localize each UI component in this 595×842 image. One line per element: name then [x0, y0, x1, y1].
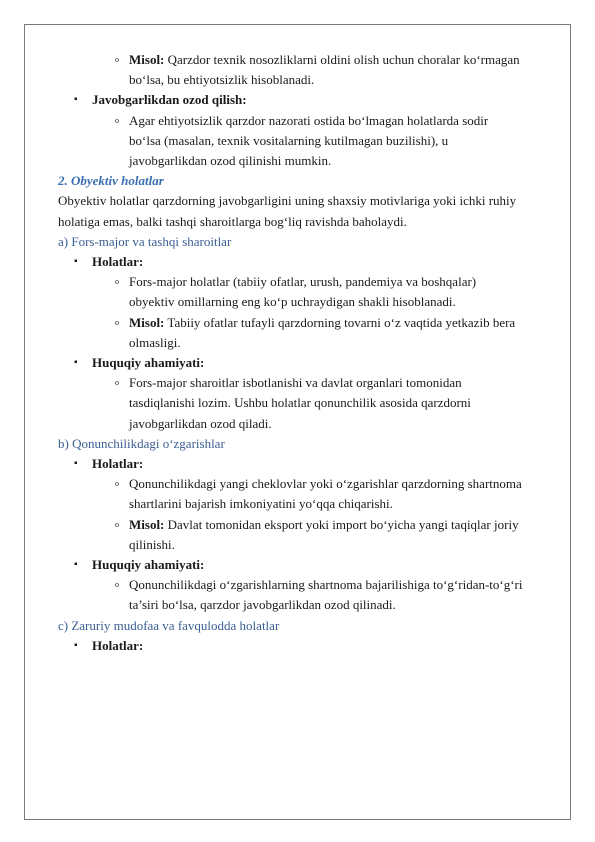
- bullet-heading: Holatlar:: [92, 637, 144, 653]
- paragraph-line: Obyektiv holatlar qarzdorning javobgarligini uning shaxsiy motivlariga yoki ichki ruhiy: [58, 193, 517, 209]
- sub-item-line: [129, 272, 476, 292]
- sub-bullet-icon: o: [115, 519, 119, 529]
- sub-item-text: Tabiiy ofatlar tufayli qarzdorning tovarni o‘z vaqtida yetkazib bera: [167, 314, 516, 330]
- sub-item-label: Misol:: [129, 52, 165, 67]
- sub-bullet-icon: o: [115, 115, 119, 125]
- sub-item-line: [129, 494, 393, 514]
- sub-item-line: [129, 111, 488, 131]
- bullet-heading: Javobgarlikdan ozod qilish:: [92, 92, 247, 108]
- sub-item-line: [129, 373, 462, 393]
- bullet-icon: ▪: [74, 94, 78, 106]
- sub-item-text: Fors-major holatlar (tabiiy ofatlar, urush, pandemiya va boshqalar): [129, 274, 477, 290]
- sub-item-line: [129, 292, 456, 312]
- bullet-heading: Huquqiy ahamiyati:: [92, 355, 205, 370]
- sub-bullet-icon: o: [115, 317, 119, 327]
- section-heading: 2. Obyektiv holatlar: [58, 173, 164, 189]
- sub-item-line: [129, 333, 181, 353]
- sub-item-line: [129, 70, 314, 90]
- sub-item-text: qilinishi.: [129, 536, 175, 552]
- sub-item-text: obyektiv omillarning eng ko‘p uchraydigan shakli hisoblanadi.: [129, 294, 456, 310]
- sub-item-text: olmasligi.: [129, 334, 181, 350]
- sub-item-text: Qonunchilikdagi o‘zgarishlarning shartnoma bajarilishiga to‘g‘ridan-to‘g‘ri: [129, 577, 523, 593]
- sub-item-line: [129, 131, 448, 151]
- sub-bullet-icon: o: [115, 580, 119, 590]
- sub-item-text: javobgarlikdan ozod qiladi.: [129, 415, 272, 431]
- sub-item-text: bo‘lsa (masalan, texnik vositalarning kutilmagan buzilishi), u: [129, 132, 449, 148]
- sub-bullet-icon: o: [115, 378, 119, 388]
- sub-item-text: Agar ehtiyotsizlik qarzdor nazorati ostida bo‘lmagan holatlarda sodir: [129, 112, 489, 128]
- sub-item-text: shartlarini bajarish imkoniyatini yo‘qqa chiqarishi.: [129, 496, 393, 512]
- bullet-icon: ▪: [74, 256, 78, 267]
- bullet-icon: ▪: [74, 458, 78, 469]
- paragraph-line: holatiga emas, balki tashqi sharoitlarga bog‘liq ravishda baholaydi.: [58, 213, 407, 229]
- sub-bullet-icon: o: [115, 55, 119, 64]
- sub-item-line: [129, 151, 331, 171]
- sub-item-line: [129, 575, 523, 595]
- bullet-heading: Holatlar:: [92, 254, 144, 269]
- sub-item-text: Fors-major sharoitlar isbotlanishi va davlat organlari tomonidan: [129, 375, 462, 391]
- bullet-heading: Huquqiy ahamiyati:: [92, 557, 205, 572]
- sub-item-line: [129, 515, 519, 535]
- sub-item-line: [129, 414, 272, 434]
- sub-item-line: [129, 393, 471, 413]
- sub-item-text: ta’siri bo‘lsa, qarzdor javobgarlikdan ozod qilinadi.: [129, 597, 396, 613]
- sub-item-line: [129, 595, 396, 615]
- sub-item-line: [129, 50, 520, 70]
- sub-item-text: tasdiqlanishi lozim. Ushbu holatlar qonunchilik asosida qarzdorni: [129, 395, 471, 411]
- bullet-heading: Holatlar:: [92, 456, 144, 471]
- sub-item-text: Davlat tomonidan eksport yoki import bo‘yicha yangi taqiqlar joriy: [167, 516, 519, 532]
- subsection-heading: a) Fors-major va tashqi sharoitlar: [58, 233, 232, 249]
- subsection-heading: b) Qonunchilikdagi o‘zgarishlar: [58, 435, 225, 451]
- sub-bullet-icon: o: [115, 277, 119, 287]
- sub-bullet-icon: o: [115, 479, 119, 489]
- sub-item-text: bo‘lsa, bu ehtiyotsizlik hisoblanadi.: [129, 72, 315, 88]
- sub-item-text: Qarzdor texnik nosozliklarni oldini olish uchun choralar ko‘rmagan: [167, 52, 520, 67]
- bullet-icon: ▪: [74, 559, 78, 570]
- sub-item-label: Misol:: [129, 516, 165, 532]
- bullet-icon: ▪: [74, 357, 78, 368]
- sub-item-text: Qonunchilikdagi yangi cheklovlar yoki o‘zgarishlar qarzdorning shartnoma: [129, 476, 522, 492]
- sub-item-text: javobgarlikdan ozod qilinishi mumkin.: [129, 153, 332, 168]
- sub-item-label: Misol:: [129, 314, 165, 330]
- bullet-icon: ▪: [74, 639, 78, 651]
- subsection-heading: c) Zaruriy mudofaa va favqulodda holatlar: [58, 617, 280, 633]
- sub-item-line: [129, 535, 175, 555]
- sub-item-line: [129, 474, 522, 494]
- sub-item-line: [129, 313, 515, 333]
